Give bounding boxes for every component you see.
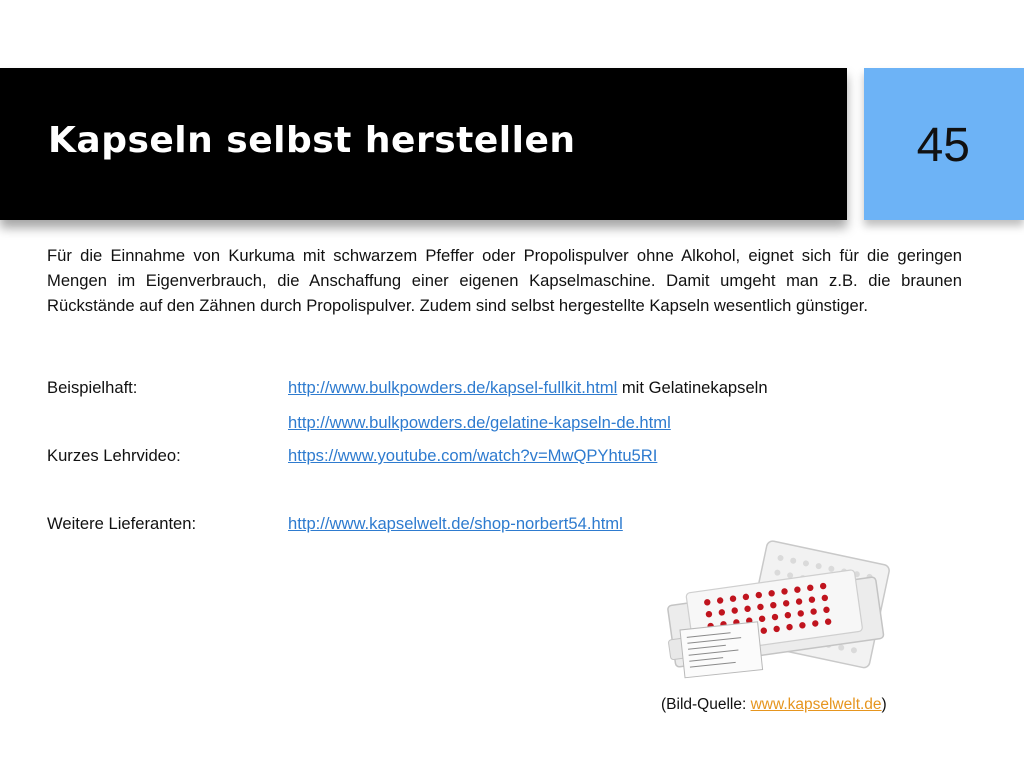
example-link-row-2 <box>288 412 671 434</box>
bulkpowders-fullkit-link[interactable]: http://www.bulkpowders.de/kapsel-fullkit.html <box>288 378 618 397</box>
example-label: Beispielhaft: <box>47 378 138 397</box>
caption-prefix: (Bild-Quelle: <box>661 696 751 713</box>
example-link-suffix: mit Gelatinekapseln <box>617 378 768 397</box>
body-paragraph: Für die Einnahme von Kurkuma mit schwarzem Pfeffer oder Propolispulver ohne Alkohol, eignet sich für die geringen Mengen im Eigenverbrauch, die Anschaffung einer eigenen Kapselmaschine. Damit umgeht man z.B. die braunen Rückstände auf den Zähnen durch Propolispulver. Zudem sind selbst hergestellte Kapseln wesentlich günstiger. <box>47 246 962 315</box>
youtube-video-link[interactable]: https://www.youtube.com/watch?v=MwQPYhtu5RI <box>288 446 658 465</box>
slide-title: Kapseln selbst herstellen <box>48 120 576 161</box>
caption-suffix: ) <box>881 696 887 713</box>
suppliers-link-row <box>288 513 623 535</box>
capsule-machine-image <box>658 536 908 684</box>
bulkpowders-gelatine-link[interactable]: http://www.bulkpowders.de/gelatine-kapseln-de.html <box>288 413 671 432</box>
image-caption <box>661 695 887 715</box>
suppliers-label: Weitere Lieferanten: <box>47 514 197 533</box>
kapselwelt-caption-link[interactable]: www.kapselwelt.de <box>750 696 882 713</box>
slide-number: 45 <box>916 119 970 172</box>
kapselwelt-shop-link[interactable]: http://www.kapselwelt.de/shop-norbert54.html <box>288 514 623 533</box>
instruction-card <box>680 622 763 678</box>
example-link-row <box>288 377 768 399</box>
video-link-row <box>288 445 657 467</box>
video-label: Kurzes Lehrvideo: <box>47 446 181 465</box>
